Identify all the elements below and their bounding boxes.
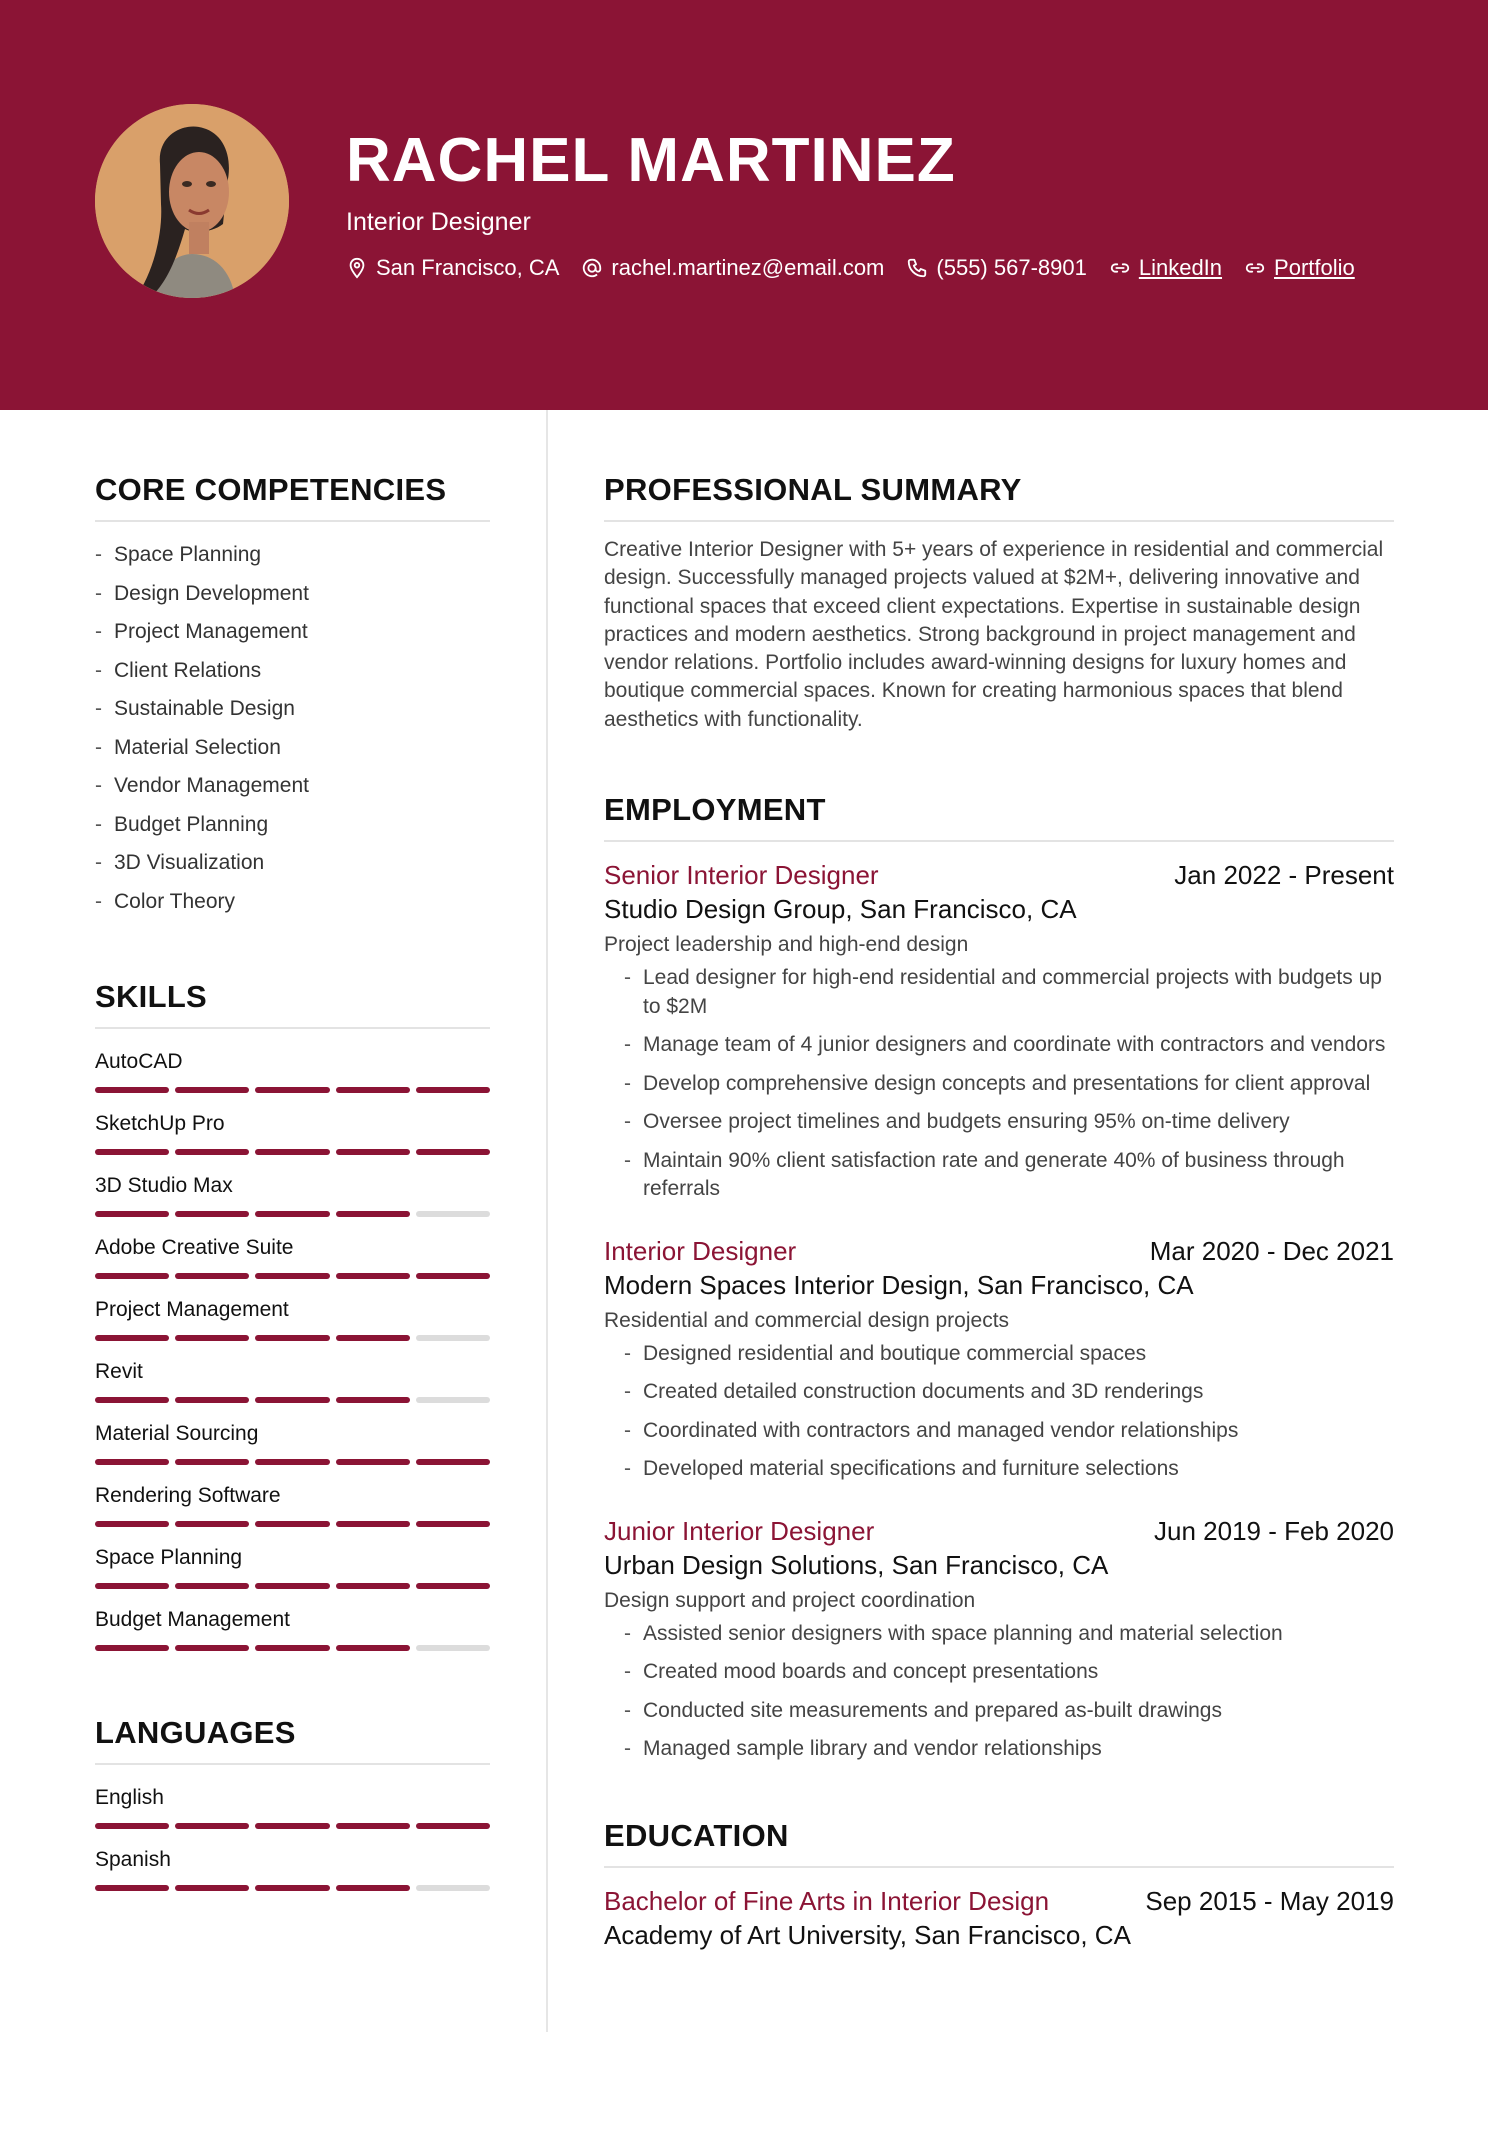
- rating-segment-filled: [95, 1211, 169, 1217]
- avatar: [95, 104, 289, 298]
- skill-item: [95, 1543, 490, 1589]
- skill-item: [95, 1357, 490, 1403]
- list-item: [95, 729, 490, 768]
- location-text: San Francisco, CA: [376, 255, 560, 280]
- rating-segment-filled: [175, 1823, 249, 1829]
- skill-name: Material Sourcing: [95, 1422, 259, 1445]
- dash-bullet: -: [624, 1621, 631, 1645]
- job-title: Senior Interior Designer: [604, 860, 879, 891]
- bullet-text: Designed residential and boutique commercial spaces: [643, 1341, 1147, 1365]
- dash-bullet: -: [95, 658, 102, 682]
- rating-bar: [95, 1335, 490, 1341]
- languages-title: LANGUAGES: [95, 1713, 490, 1765]
- languages-section: [95, 1713, 490, 1891]
- dash-bullet: -: [95, 735, 102, 759]
- rating-segment-empty: [416, 1645, 490, 1651]
- job-header: [604, 1234, 1394, 1268]
- list-item: [95, 844, 490, 883]
- list-item: [624, 1031, 1394, 1060]
- dash-bullet: -: [95, 581, 102, 605]
- rating-segment-filled: [175, 1149, 249, 1155]
- education-dates: Sep 2015 - May 2019: [1145, 1885, 1394, 1916]
- employment-section: [604, 790, 1394, 1764]
- summary-title: PROFESSIONAL SUMMARY: [604, 470, 1394, 522]
- job-header: [604, 1514, 1394, 1548]
- bullet-text: Oversee project timelines and budgets ensuring 95% on-time delivery: [643, 1110, 1290, 1134]
- contact-phone[interactable]: [906, 255, 1086, 281]
- candidate-name: RACHEL MARTINEZ: [346, 126, 956, 195]
- rating-segment-filled: [175, 1335, 249, 1341]
- contact-bar: [346, 253, 1355, 283]
- rating-bar: [95, 1521, 490, 1527]
- portrait-illustration: [95, 104, 289, 298]
- rating-segment-filled: [175, 1397, 249, 1403]
- list-item: [95, 575, 490, 614]
- rating-segment-filled: [416, 1459, 490, 1465]
- skills-list: [95, 1047, 490, 1651]
- phone-icon: [906, 257, 928, 279]
- list-item: [624, 1735, 1394, 1764]
- rating-segment-filled: [416, 1149, 490, 1155]
- dash-bullet: -: [624, 1457, 631, 1481]
- location-pin-icon: [346, 257, 368, 279]
- rating-segment-filled: [336, 1211, 410, 1217]
- job-company: Studio Design Group, San Francisco, CA: [604, 894, 1077, 925]
- rating-segment-filled: [95, 1335, 169, 1341]
- contact-email[interactable]: [581, 255, 884, 281]
- job-company: Urban Design Solutions, San Francisco, CA: [604, 1549, 1109, 1580]
- bullet-text: Created mood boards and concept presentations: [643, 1660, 1099, 1684]
- list-item: [95, 613, 490, 652]
- rating-segment-filled: [95, 1885, 169, 1891]
- list-item: [624, 1620, 1394, 1649]
- rating-segment-filled: [175, 1645, 249, 1651]
- job-dates: Jun 2019 - Feb 2020: [1154, 1515, 1394, 1546]
- competencies-list: [95, 536, 490, 921]
- job-bullets: [624, 1620, 1394, 1764]
- rating-segment-filled: [175, 1583, 249, 1589]
- contact-linkedin[interactable]: [1109, 255, 1222, 281]
- bullet-text: Assisted senior designers with space planning and material selection: [643, 1621, 1283, 1645]
- rating-segment-filled: [336, 1459, 410, 1465]
- competency-label: Space Planning: [114, 543, 262, 566]
- job-company: Modern Spaces Interior Design, San Francisco, CA: [604, 1269, 1194, 1300]
- skill-item: [95, 1481, 490, 1527]
- rating-segment-filled: [416, 1521, 490, 1527]
- rating-segment-filled: [336, 1397, 410, 1403]
- job-title: Interior Designer: [604, 1235, 797, 1266]
- candidate-role: Interior Designer: [346, 208, 531, 236]
- list-item: [95, 652, 490, 691]
- competencies-section: [95, 470, 490, 921]
- skill-name: Budget Management: [95, 1608, 290, 1631]
- rating-segment-empty: [416, 1885, 490, 1891]
- list-item: [95, 806, 490, 845]
- competency-label: Color Theory: [114, 889, 235, 913]
- list-item: [624, 1417, 1394, 1446]
- job-description: Residential and commercial design projects: [604, 1308, 1010, 1332]
- rating-segment-filled: [95, 1645, 169, 1651]
- skill-name: SketchUp Pro: [95, 1112, 225, 1135]
- dash-bullet: -: [624, 1341, 631, 1365]
- skill-item: [95, 1047, 490, 1093]
- rating-segment-filled: [175, 1459, 249, 1465]
- rating-segment-filled: [95, 1397, 169, 1403]
- dash-bullet: -: [624, 1660, 631, 1684]
- bullet-text: Created detailed construction documents and 3D renderings: [643, 1380, 1204, 1404]
- rating-segment-empty: [416, 1211, 490, 1217]
- job-description: Project leadership and high-end design: [604, 933, 969, 957]
- jobs-list: [604, 858, 1394, 1764]
- summary-section: [604, 470, 1394, 734]
- dash-bullet: -: [95, 774, 102, 797]
- rating-segment-filled: [336, 1149, 410, 1155]
- rating-segment-filled: [255, 1211, 329, 1217]
- dash-bullet: -: [624, 1033, 631, 1057]
- dash-bullet: -: [95, 812, 102, 836]
- rating-segment-filled: [95, 1823, 169, 1829]
- dash-bullet: -: [624, 1110, 631, 1134]
- rating-segment-filled: [255, 1459, 329, 1465]
- bullet-text: Managed sample library and vendor relationships: [643, 1737, 1102, 1761]
- education-title: EDUCATION: [604, 1816, 1394, 1868]
- dash-bullet: -: [624, 966, 631, 990]
- at-sign-icon: [581, 257, 603, 279]
- bullet-text: Developed material specifications and furniture selections: [643, 1457, 1179, 1481]
- rating-segment-filled: [255, 1645, 329, 1651]
- rating-bar: [95, 1823, 490, 1829]
- list-item: [95, 536, 490, 575]
- list-item: [624, 1108, 1394, 1137]
- contact-portfolio[interactable]: [1244, 255, 1355, 281]
- rating-segment-filled: [255, 1273, 329, 1279]
- bullet-text: Lead designer for high-end residential and commercial projects with budgets up to $2M: [643, 966, 1382, 1018]
- rating-segment-filled: [175, 1885, 249, 1891]
- skill-name: 3D Studio Max: [95, 1174, 233, 1197]
- rating-bar: [95, 1087, 490, 1093]
- employment-title: EMPLOYMENT: [604, 790, 1394, 842]
- rating-segment-filled: [255, 1397, 329, 1403]
- competency-label: Project Management: [114, 620, 308, 643]
- job-dates: Mar 2020 - Dec 2021: [1149, 1235, 1394, 1266]
- school-name: Academy of Art University, San Francisco, CA: [604, 1919, 1131, 1950]
- rating-segment-filled: [336, 1645, 410, 1651]
- rating-segment-filled: [336, 1583, 410, 1589]
- rating-segment-filled: [416, 1823, 490, 1829]
- list-item: [624, 1340, 1394, 1369]
- rating-segment-filled: [336, 1273, 410, 1279]
- list-item: [624, 964, 1394, 1021]
- skill-item: [95, 1171, 490, 1217]
- rating-segment-filled: [175, 1521, 249, 1527]
- dash-bullet: -: [95, 851, 102, 874]
- rating-segment-filled: [95, 1521, 169, 1527]
- job-header: [604, 858, 1394, 892]
- contact-location: [346, 255, 559, 281]
- competency-label: Design Development: [114, 581, 309, 605]
- list-item: [95, 690, 490, 729]
- competency-label: Client Relations: [114, 658, 262, 682]
- rating-bar: [95, 1273, 490, 1279]
- rating-bar: [95, 1583, 490, 1589]
- rating-segment-filled: [416, 1583, 490, 1589]
- education-header: [604, 1884, 1394, 1918]
- dash-bullet: -: [95, 543, 102, 566]
- language-name: English: [95, 1786, 164, 1809]
- job-dates: Jan 2022 - Present: [1174, 860, 1394, 891]
- list-item: [95, 883, 490, 922]
- left-column: [95, 470, 490, 1891]
- skill-name: AutoCAD: [95, 1050, 183, 1073]
- skill-name: Space Planning: [95, 1546, 243, 1569]
- skill-name: Project Management: [95, 1298, 289, 1321]
- link-icon: [1244, 257, 1266, 279]
- phone-text[interactable]: (555) 567-8901: [936, 255, 1087, 280]
- bullet-text: Maintain 90% client satisfaction rate and generate 40% of business through referrals: [643, 1148, 1345, 1201]
- list-item: [624, 1455, 1394, 1484]
- job-bullets: [624, 964, 1394, 1204]
- languages-list: [95, 1783, 490, 1891]
- rating-segment-filled: [255, 1583, 329, 1589]
- bullet-text: Develop comprehensive design concepts and presentations for client approval: [643, 1071, 1371, 1095]
- bullet-text: Conducted site measurements and prepared as-built drawings: [643, 1698, 1222, 1722]
- skill-name: Rendering Software: [95, 1484, 281, 1507]
- dash-bullet: -: [95, 697, 102, 720]
- rating-segment-filled: [416, 1087, 490, 1093]
- email-text[interactable]: rachel.martinez@email.com: [611, 255, 885, 280]
- right-column: [604, 470, 1394, 1952]
- job-entry: [604, 1234, 1394, 1484]
- summary-text: Creative Interior Designer with 5+ years of experience in residential and commercial design. Successfully managed projects valued at $2M+, delivering innovative and functional spaces that exceed client expectations. Expertise in sustainable design practices and modern aesthetics. Strong background in project management and vendor relations. Portfolio includes award-winning designs for luxury homes and boutique commercial spaces. Known for creating harmonious spaces that blend aesthetics with functionality.: [604, 538, 1384, 731]
- dash-bullet: -: [95, 889, 102, 913]
- rating-bar: [95, 1211, 490, 1217]
- job-bullets: [624, 1340, 1394, 1484]
- skill-name: Adobe Creative Suite: [95, 1236, 294, 1259]
- list-item: [624, 1697, 1394, 1726]
- dash-bullet: -: [624, 1698, 631, 1722]
- skill-item: [95, 1109, 490, 1155]
- job-entry: [604, 1514, 1394, 1764]
- skill-item: [95, 1295, 490, 1341]
- rating-segment-filled: [255, 1149, 329, 1155]
- dash-bullet: -: [624, 1418, 631, 1442]
- list-item: [624, 1378, 1394, 1407]
- skills-section: [95, 977, 490, 1651]
- rating-segment-filled: [95, 1459, 169, 1465]
- education-entry: [604, 1884, 1394, 1952]
- rating-segment-filled: [336, 1521, 410, 1527]
- rating-segment-empty: [416, 1335, 490, 1341]
- link-icon: [1109, 257, 1131, 279]
- list-item: [624, 1147, 1394, 1204]
- dash-bullet: -: [95, 620, 102, 643]
- rating-bar: [95, 1397, 490, 1403]
- dash-bullet: -: [624, 1071, 631, 1095]
- competency-label: Material Selection: [114, 735, 281, 759]
- portfolio-link[interactable]: Portfolio: [1274, 255, 1355, 280]
- competencies-title: CORE COMPETENCIES: [95, 470, 490, 522]
- language-item: [95, 1845, 490, 1891]
- rating-segment-filled: [336, 1335, 410, 1341]
- degree-title: Bachelor of Fine Arts in Interior Design: [604, 1885, 1050, 1916]
- language-item: [95, 1783, 490, 1829]
- competency-label: 3D Visualization: [114, 851, 265, 874]
- rating-bar: [95, 1149, 490, 1155]
- rating-segment-filled: [175, 1211, 249, 1217]
- rating-segment-filled: [255, 1521, 329, 1527]
- competency-label: Budget Planning: [114, 812, 269, 836]
- rating-segment-filled: [175, 1087, 249, 1093]
- rating-segment-empty: [416, 1397, 490, 1403]
- job-title: Junior Interior Designer: [604, 1515, 875, 1546]
- skill-name: Revit: [95, 1360, 143, 1383]
- language-name: Spanish: [95, 1848, 171, 1871]
- dash-bullet: -: [624, 1148, 631, 1172]
- skill-item: [95, 1419, 490, 1465]
- rating-segment-filled: [95, 1583, 169, 1589]
- list-item: [624, 1658, 1394, 1687]
- bullet-text: Coordinated with contractors and managed vendor relationships: [643, 1418, 1239, 1442]
- competency-label: Sustainable Design: [114, 697, 295, 720]
- rating-segment-filled: [255, 1087, 329, 1093]
- rating-segment-filled: [336, 1087, 410, 1093]
- list-item: [95, 767, 490, 806]
- bullet-text: Manage team of 4 junior designers and coordinate with contractors and vendors: [643, 1033, 1386, 1057]
- rating-segment-filled: [255, 1885, 329, 1891]
- skill-item: [95, 1233, 490, 1279]
- education-list: [604, 1884, 1394, 1952]
- dash-bullet: -: [624, 1380, 631, 1404]
- skills-title: SKILLS: [95, 977, 490, 1029]
- rating-bar: [95, 1645, 490, 1651]
- dash-bullet: -: [624, 1737, 631, 1761]
- rating-segment-filled: [416, 1273, 490, 1279]
- rating-segment-filled: [95, 1273, 169, 1279]
- rating-segment-filled: [336, 1885, 410, 1891]
- rating-segment-filled: [95, 1087, 169, 1093]
- job-entry: [604, 858, 1394, 1204]
- header: [0, 0, 1488, 410]
- linkedin-link[interactable]: LinkedIn: [1138, 255, 1223, 280]
- rating-bar: [95, 1885, 490, 1891]
- job-description: Design support and project coordination: [604, 1588, 976, 1612]
- list-item: [624, 1070, 1394, 1099]
- rating-segment-filled: [336, 1823, 410, 1829]
- rating-segment-filled: [255, 1823, 329, 1829]
- education-section: [604, 1816, 1394, 1952]
- column-divider: [546, 410, 548, 2032]
- rating-segment-filled: [95, 1149, 169, 1155]
- rating-bar: [95, 1459, 490, 1465]
- competency-label: Vendor Management: [114, 774, 309, 797]
- rating-segment-filled: [175, 1273, 249, 1279]
- skill-item: [95, 1605, 490, 1651]
- rating-segment-filled: [255, 1335, 329, 1341]
